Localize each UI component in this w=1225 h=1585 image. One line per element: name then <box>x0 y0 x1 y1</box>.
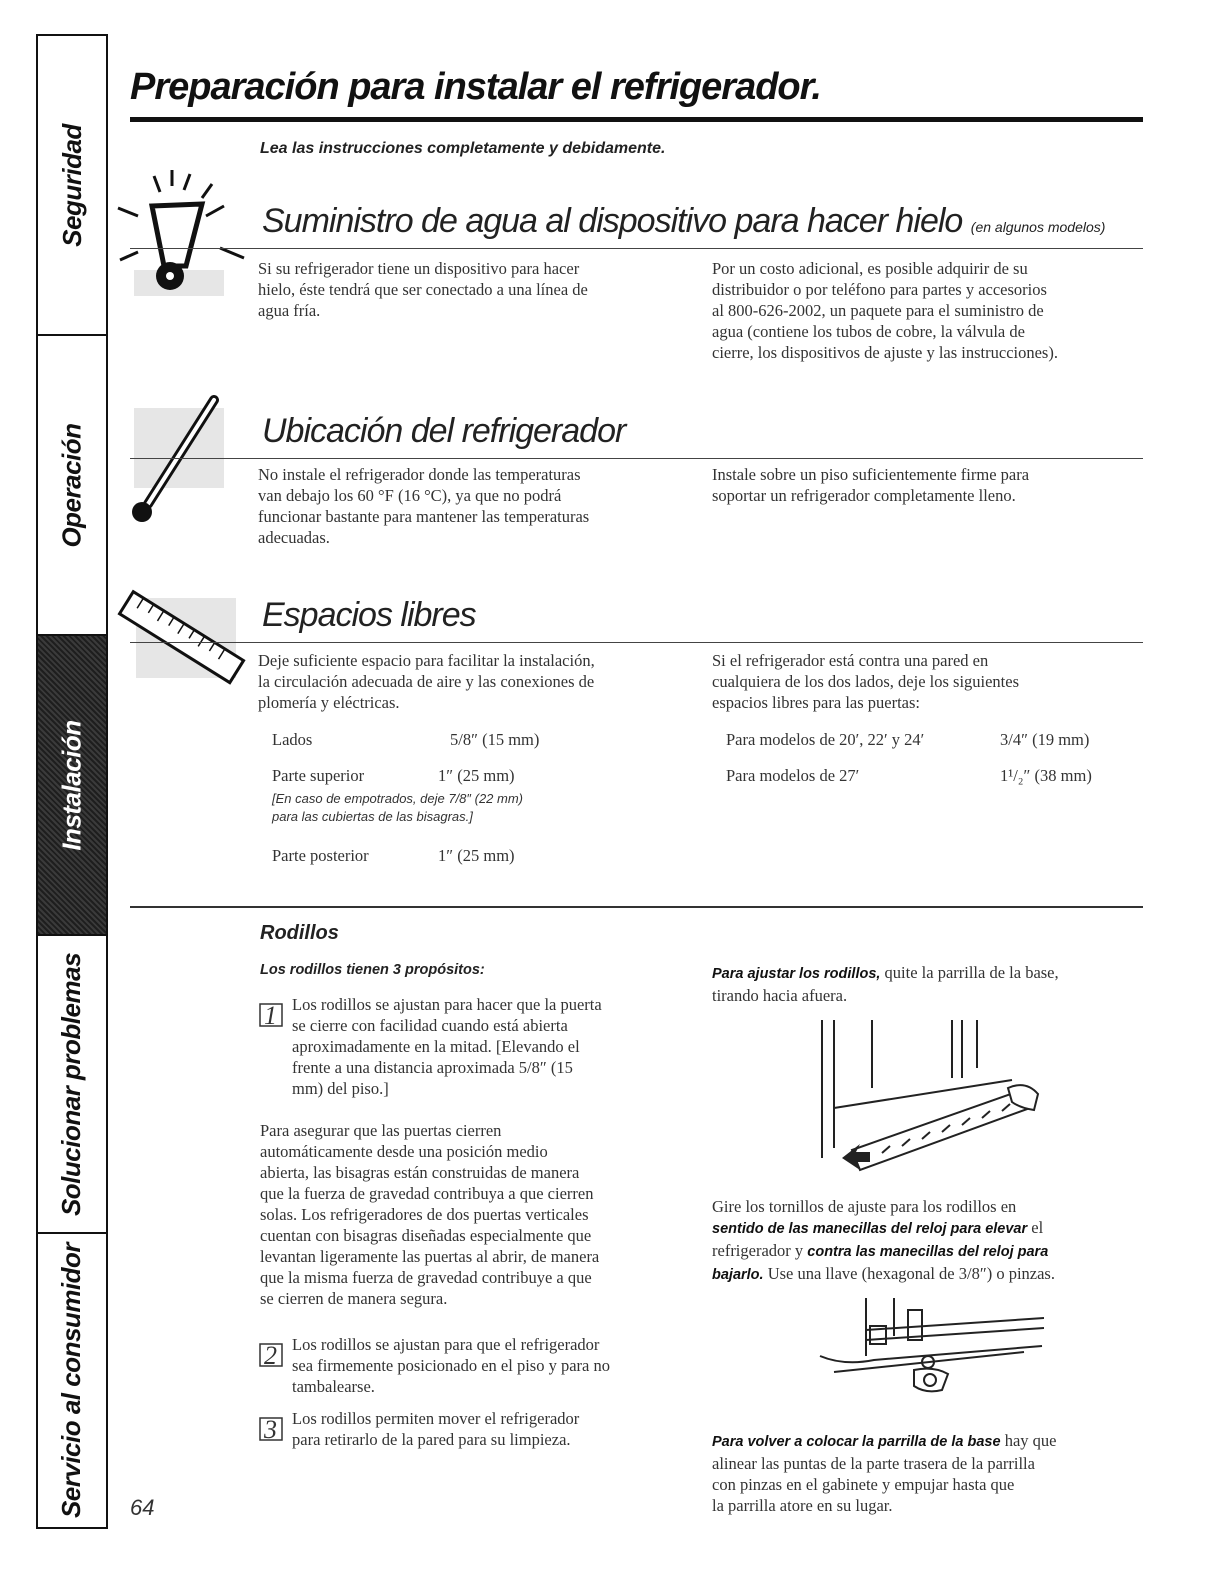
text-span: Use una llave (hexagonal de 3/8″) o pinzas. <box>763 1264 1055 1283</box>
text-line: alinear las puntas de la parte trasera de la parrilla <box>712 1454 1035 1473</box>
text-line: la parrilla atore en su lugar. <box>712 1496 893 1515</box>
tab-instalacion[interactable] <box>38 636 106 936</box>
text-line: Por un costo adicional, es posible adquirir de su <box>712 259 1028 278</box>
adjust-instructions <box>712 962 1142 1006</box>
number-3-icon <box>258 1412 288 1442</box>
roller-purpose-1 <box>292 994 692 1099</box>
clearance-row-label: Parte posterior <box>272 846 369 865</box>
bold-text: bajarlo. <box>712 1267 764 1283</box>
rollers-title: Rodillos <box>260 922 339 944</box>
section-title-clearance: Espacios libres <box>262 596 476 634</box>
number-label: 3 <box>264 1415 277 1442</box>
text-line: que la fuerza de gravedad contribuya a que cierren <box>260 1184 594 1203</box>
tab-label: Operación <box>56 422 87 548</box>
text-line: Gire los tornillos de ajuste para los rodillos en <box>712 1197 1017 1216</box>
clearance-row-value: 1″ (25 mm) <box>438 766 515 785</box>
door-row-value: 3/4″ (19 mm) <box>1000 730 1090 749</box>
turn-screws-instructions <box>712 1196 1152 1286</box>
text-line: se cierren de manera segura. <box>260 1289 448 1308</box>
location-right-text <box>712 464 1142 506</box>
title-rule <box>130 117 1143 122</box>
text-line: para las cubiertas de las bisagras.] <box>272 809 473 824</box>
location-left-text <box>258 464 698 548</box>
warning-lightbulb-icon <box>116 170 246 300</box>
section-title-water <box>262 202 1105 241</box>
hinge-explanation <box>260 1120 700 1309</box>
side-navigation <box>36 34 108 1529</box>
section-rule <box>130 906 1143 908</box>
clearance-row-value: 5/8″ (15 mm) <box>450 730 540 749</box>
section-title-location: Ubicación del refrigerador <box>262 412 626 450</box>
text-span: el <box>1027 1218 1044 1237</box>
text-line: la circulación adecuada de aire y las conexiones de <box>258 672 595 691</box>
bold-text: contra las manecillas del reloj para <box>807 1244 1049 1260</box>
text-line: tambalearse. <box>292 1377 375 1396</box>
text-line: distribuidor o por teléfono para partes y accesorios <box>712 280 1047 299</box>
text-line: Instale sobre un piso suficientemente firme para <box>712 465 1030 484</box>
text-line <box>712 962 1142 985</box>
number-2-icon <box>258 1338 288 1368</box>
door-row-label: Para modelos de 27′ <box>726 766 860 785</box>
tab-solucionar-problemas[interactable] <box>38 936 106 1234</box>
clearance-row-label: Parte superior <box>272 766 365 785</box>
base-grille-removal-illustration <box>812 1018 1042 1178</box>
text-line: Los rodillos permiten mover el refrigerador <box>292 1409 580 1428</box>
text-line: que la misma fuerza de gravedad contribuye a que <box>260 1268 592 1287</box>
text-line: con pinzas en el gabinete y empujar hasta que <box>712 1475 1015 1494</box>
lead-text: Lea las instrucciones completamente y debidamente. <box>260 140 666 157</box>
text-line <box>712 1240 1152 1263</box>
text-line: automáticamente desde una posición medio <box>260 1142 548 1161</box>
tab-label: Seguridad <box>56 123 87 247</box>
tab-operacion[interactable] <box>38 336 106 636</box>
roller-purpose-2 <box>292 1334 692 1397</box>
text-line: adecuadas. <box>258 528 330 547</box>
clearance-left-text <box>258 650 698 713</box>
section-rule <box>130 458 1143 459</box>
text-span: refrigerador y <box>712 1241 808 1260</box>
section-rule <box>130 248 1143 249</box>
text-line: tirando hacia afuera. <box>712 986 848 1005</box>
text-line: frente a una distancia aproximada 5/8″ (15 <box>292 1058 573 1077</box>
ruler-icon <box>116 588 246 688</box>
text-line: No instale el refrigerador donde las temperaturas <box>258 465 581 484</box>
text-line <box>712 1430 1152 1453</box>
text-line: solas. Los refrigeradores de dos puertas verticales <box>260 1205 589 1224</box>
page-title: Preparación para instalar el refrigerador. <box>130 66 821 108</box>
clearance-right-text <box>712 650 1142 713</box>
number-label: 2 <box>264 1341 277 1368</box>
text-span: quite la parrilla de la base, <box>880 963 1059 982</box>
section-rule <box>130 642 1143 643</box>
tab-label: Instalación <box>56 719 87 851</box>
clearance-row-label: Lados <box>272 730 313 749</box>
text-line: aproximadamente en la mitad. [Elevando el <box>292 1037 580 1056</box>
text-line: al 800-626-2002, un paquete para el suministro de <box>712 301 1044 320</box>
text-line: mm) del piso.] <box>292 1079 389 1098</box>
text-line: Los rodillos se ajustan para hacer que la puerta <box>292 995 602 1014</box>
text-line: Deje suficiente espacio para facilitar la instalación, <box>258 651 595 670</box>
tab-label: Servicio al consumidor <box>56 1242 87 1519</box>
text-line: abierta, las bisagras están construidas de manera <box>260 1163 580 1182</box>
door-row-value: 1¹/₂″ (38 mm) <box>1000 766 1092 785</box>
clearance-row-value: 1″ (25 mm) <box>438 846 515 865</box>
section-title-note: (en algunos modelos) <box>970 219 1106 235</box>
bold-text: sentido de las manecillas del reloj para elevar <box>712 1221 1028 1237</box>
text-line: levantan ligeramente las puertas al abrir, de manera <box>260 1247 600 1266</box>
bold-text: Para ajustar los rodillos, <box>712 966 881 982</box>
text-line: hielo, éste tendrá que ser conectado a una línea de <box>258 280 588 299</box>
text-line: para retirarlo de la pared para su limpieza. <box>292 1430 571 1449</box>
text-span: hay que <box>1000 1431 1057 1450</box>
door-row-label: Para modelos de 20′, 22′ y 24′ <box>726 730 925 749</box>
hinge-cover-note <box>272 790 523 826</box>
text-line: se cierre con facilidad cuando está abierta <box>292 1016 568 1035</box>
text-line: agua fría. <box>258 301 321 320</box>
text-line: Si el refrigerador está contra una pared en <box>712 651 989 670</box>
text-line: sea firmemente posicionado en el piso y para no <box>292 1356 610 1375</box>
text-line: funcionar bastante para mantener las temperaturas <box>258 507 590 526</box>
thermometer-icon <box>128 394 228 524</box>
text-line: van debajo los 60 °F (16 °C), ya que no podrá <box>258 486 562 505</box>
text-line <box>712 1217 1152 1240</box>
tab-servicio-al-consumidor[interactable] <box>38 1234 106 1527</box>
roller-adjust-illustration <box>814 1296 1044 1406</box>
text-line <box>712 1263 1152 1286</box>
number-1-icon <box>258 998 288 1028</box>
rollers-lead: Los rodillos tienen 3 propósitos: <box>260 962 485 978</box>
tab-label: Solucionar problemas <box>56 952 87 1216</box>
tab-seguridad[interactable] <box>38 36 106 336</box>
section-title-text: Suministro de agua al dispositivo para hacer hielo <box>262 202 963 240</box>
number-label: 1 <box>264 1001 277 1028</box>
text-line: plomería y eléctricas. <box>258 693 400 712</box>
text-line: Si su refrigerador tiene un dispositivo para hacer <box>258 259 580 278</box>
roller-purpose-3 <box>292 1408 692 1450</box>
text-line: Los rodillos se ajustan para que el refrigerador <box>292 1335 600 1354</box>
text-line: Para asegurar que las puertas cierren <box>260 1121 502 1140</box>
page-number: 64 <box>130 1495 155 1520</box>
text-line: cierre, los dispositivos de ajuste y las instrucciones). <box>712 343 1058 362</box>
text-line: espacios libres para las puertas: <box>712 693 921 712</box>
text-line: soportar un refrigerador completamente lleno. <box>712 486 1016 505</box>
water-right-text <box>712 258 1142 363</box>
text-line: [En caso de empotrados, deje 7/8″ (22 mm) <box>272 791 524 806</box>
bold-text: Para volver a colocar la parrilla de la base <box>712 1434 1001 1450</box>
water-left-text <box>258 258 698 321</box>
replace-grille-instructions <box>712 1430 1152 1516</box>
text-line: agua (contiene los tubos de cobre, la válvula de <box>712 322 1025 341</box>
text-line: cuentan con bisagras diseñadas especialmente que <box>260 1226 592 1245</box>
text-line: cualquiera de los dos lados, deje los siguientes <box>712 672 1020 691</box>
